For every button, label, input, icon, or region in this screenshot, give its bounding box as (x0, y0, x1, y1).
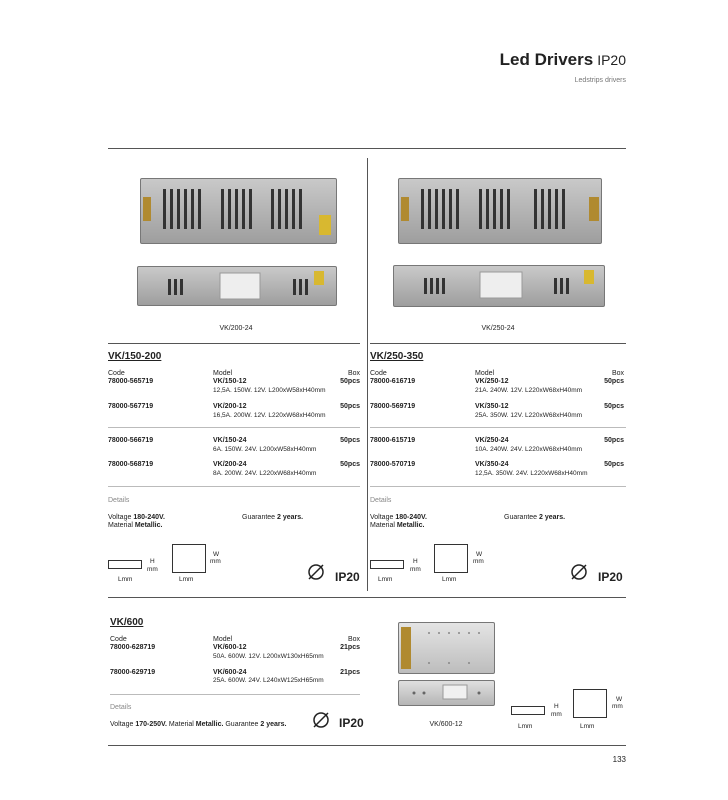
dim-l-label: Lmm (118, 576, 133, 583)
row-spec: 10A. 240W. 24V. L220xW68xH40mm (475, 446, 583, 453)
photo-caption: VK/250-24 (481, 325, 515, 332)
material-note: Material Metallic. (370, 522, 425, 529)
col-header-box: Box (347, 636, 360, 643)
col-header-model: Model (475, 370, 495, 377)
dim-w-label: W (213, 551, 220, 558)
row-code: 78000-628719 (110, 644, 156, 651)
dimension-side-rect (511, 706, 545, 715)
row-box: 21pcs (340, 644, 360, 651)
middle-rule (108, 597, 626, 598)
dim-h-label: H (150, 558, 155, 565)
dim-mm-label: mm (473, 558, 484, 565)
photo-caption: VK/600-12 (429, 721, 463, 728)
photo-caption: VK/200-24 (219, 325, 253, 332)
row-box: 50pcs (340, 378, 360, 385)
dimension-top-rect (573, 689, 607, 718)
row-model: VK/250-12 (475, 378, 509, 385)
row-spec: 21A. 240W. 12V. L220xW68xH40mm (475, 387, 583, 394)
section-rule (108, 343, 360, 344)
page-title: Led Drivers IP20 (499, 50, 626, 69)
ip-rating: IP20 (598, 570, 623, 584)
row-model: VK/250-24 (475, 437, 509, 444)
dim-l-label: Lmm (580, 723, 595, 730)
power-supply-photo (398, 178, 602, 244)
dim-mm-label: mm (612, 703, 623, 710)
row-code: 78000-616719 (370, 378, 416, 385)
row-code: 78000-565719 (108, 378, 154, 385)
dim-l-label: Lmm (518, 723, 533, 730)
row-spec: 12,5A. 350W. 24V. L220xW68xH40mm (475, 470, 588, 477)
voltage-note: Voltage 180-240V. (108, 514, 165, 521)
col-header-code: Code (370, 370, 387, 377)
bottom-rule (108, 745, 626, 746)
details-label: Details (110, 704, 132, 711)
power-supply-photo (398, 622, 495, 674)
dimension-top-rect (172, 544, 206, 573)
row-code: 78000-566719 (108, 437, 154, 444)
col-header-model: Model (213, 370, 233, 377)
power-supply-photo (393, 265, 605, 307)
temperature-dial-icon (569, 562, 589, 582)
section-title: VK/150-200 (108, 351, 162, 362)
row-spec: 6A. 150W. 24V. L200xW58xH40mm (213, 446, 317, 453)
row-code: 78000-569719 (370, 403, 416, 410)
guarantee-note: Guarantee 2 years. (242, 514, 304, 521)
row-box: 50pcs (604, 437, 624, 444)
col-header-box: Box (347, 370, 360, 377)
dim-mm-label: mm (210, 558, 221, 565)
material-note: Material Metallic. (108, 522, 163, 529)
power-supply-photo (398, 680, 495, 706)
row-spec: 25A. 600W. 24V. L240xW125xH65mm (213, 677, 324, 684)
top-rule (108, 148, 626, 149)
dim-mm-label: mm (147, 566, 158, 573)
col-header-code: Code (108, 370, 125, 377)
row-model: VK/350-12 (475, 403, 509, 410)
row-model: VK/600-12 (213, 644, 247, 651)
section-title: VK/250-350 (370, 351, 424, 362)
row-box: 50pcs (340, 403, 360, 410)
ip-rating: IP20 (339, 716, 364, 730)
dimension-side-rect (108, 560, 142, 569)
dim-h-label: H (554, 703, 559, 710)
dimension-side-rect (370, 560, 404, 569)
row-box: 21pcs (340, 669, 360, 676)
col-header-model: Model (213, 636, 233, 643)
row-code: 78000-567719 (108, 403, 154, 410)
row-code: 78000-570719 (370, 461, 416, 468)
row-box: 50pcs (604, 403, 624, 410)
power-supply-photo (137, 266, 337, 306)
guarantee-note: Guarantee 2 years. (504, 514, 566, 521)
dim-l-label: Lmm (179, 576, 194, 583)
dim-mm-label: mm (551, 711, 562, 718)
dim-l-label: Lmm (442, 576, 457, 583)
row-model: VK/600-24 (213, 669, 247, 676)
row-code: 78000-615719 (370, 437, 416, 444)
row-code: 78000-629719 (110, 669, 156, 676)
dim-w-label: W (476, 551, 483, 558)
details-label: Details (108, 497, 130, 504)
power-supply-photo (140, 178, 337, 244)
dim-h-label: H (413, 558, 418, 565)
specs-note: Voltage 170-250V. Material Metallic. Guarantee 2 years. (110, 721, 287, 728)
row-model: VK/200-12 (213, 403, 247, 410)
details-label: Details (370, 497, 392, 504)
row-divider (108, 427, 360, 428)
col-header-box: Box (611, 370, 624, 377)
row-spec: 8A. 200W. 24V. L220xW68xH40mm (213, 470, 317, 477)
row-box: 50pcs (340, 437, 360, 444)
row-code: 78000-568719 (108, 461, 154, 468)
center-divider (367, 158, 368, 591)
dim-mm-label: mm (410, 566, 421, 573)
row-divider (370, 427, 626, 428)
row-spec: 25A. 350W. 12V. L220xW68xH40mm (475, 412, 583, 419)
temperature-dial-icon (311, 710, 331, 730)
dimension-top-rect (434, 544, 468, 573)
row-model: VK/200-24 (213, 461, 247, 468)
section-rule (370, 343, 626, 344)
page-subtitle: Ledstrips drivers (574, 77, 626, 84)
temperature-dial-icon (306, 562, 326, 582)
row-spec: 50A. 600W. 12V. L200xW130xH65mm (213, 653, 324, 660)
dim-l-label: Lmm (378, 576, 393, 583)
row-box: 50pcs (604, 378, 624, 385)
row-model: VK/150-24 (213, 437, 247, 444)
dim-w-label: W (616, 696, 623, 703)
row-divider (370, 486, 626, 487)
ip-rating: IP20 (335, 570, 360, 584)
row-box: 50pcs (604, 461, 624, 468)
row-box: 50pcs (340, 461, 360, 468)
voltage-note: Voltage 180-240V. (370, 514, 427, 521)
row-spec: 12,5A. 150W. 12V. L200xW58xH40mm (213, 387, 326, 394)
row-model: VK/350-24 (475, 461, 509, 468)
col-header-code: Code (110, 636, 127, 643)
row-divider (108, 486, 360, 487)
row-model: VK/150-12 (213, 378, 247, 385)
section-title: VK/600 (110, 617, 144, 628)
row-divider (110, 694, 360, 695)
page-number: 133 (612, 755, 626, 764)
row-spec: 16,5A. 200W. 12V. L220xW68xH40mm (213, 412, 326, 419)
